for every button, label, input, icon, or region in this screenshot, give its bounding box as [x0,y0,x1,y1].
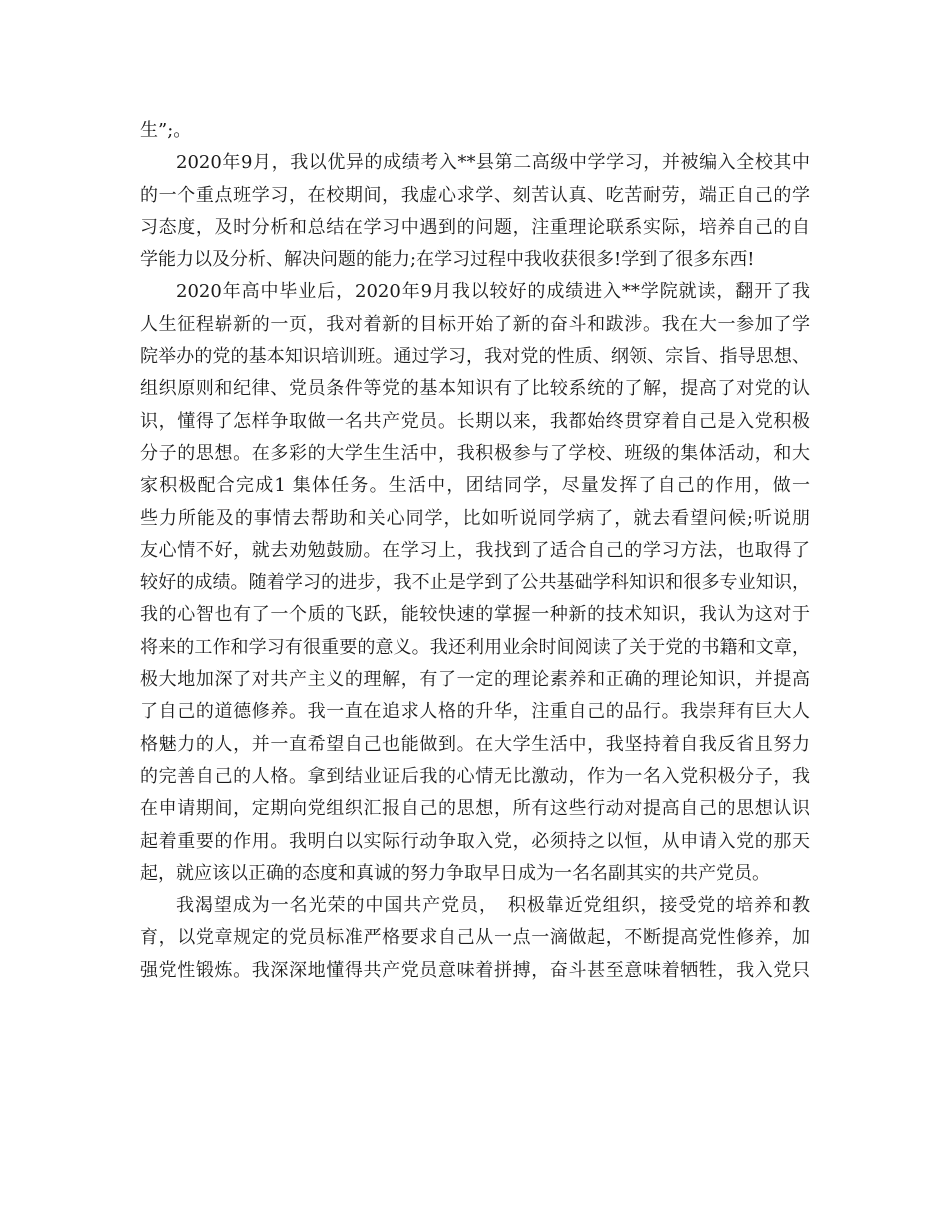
text-line: 些力所能及的事情去帮助和关心同学，比如听说同学病了，就去看望问候;听说朋 [140,507,810,529]
text-line: 友心情不好，就去劝勉鼓励。在学习上，我找到了适合自己的学习方法，也取得了 [140,539,810,561]
text-line: 在申请期间，定期向党组织汇报自己的思想，所有这些行动对提高自己的思想认识 [140,798,810,820]
text-line: 了自己的道德修养。我一直在追求人格的升华，注重自己的品行。我崇拜有巨大人 [140,701,810,723]
text-line: 起，就应该以正确的态度和真诚的努力争取早日成为一名名副其实的共产党员。 [140,862,770,884]
text-line: 院举办的党的基本知识培训班。通过学习，我对党的性质、纲领、宗旨、指导思想、 [140,346,810,368]
text-line: 强党性锻炼。我深深地懂得共产党员意味着拼搏，奋斗甚至意味着牺牲，我入党只 [140,959,810,981]
text-line: 学能力以及分析、解决问题的能力;在学习过程中我收获很多!学到了很多东西! [140,249,755,271]
text-line: 的一个重点班学习，在校期间，我虚心求学、刻苦认真、吃苦耐劳，端正自己的学 [140,184,810,206]
paragraph [140,890,810,987]
text-line: 将来的工作和学习有很重要的意义。我还利用业余时间阅读了关于党的书籍和文章， [140,636,810,658]
text-line: 2020年高中毕业后，2020年9月我以较好的成绩进入**学院就读，翻开了我 [176,281,810,303]
text-line: 分子的思想。在多彩的大学生生活中，我积极参与了学校、班级的集体活动，和大 [140,442,810,464]
text-line: 育，以党章规定的党员标准严格要求自己从一点一滴做起，不断提高党性修养，加 [140,927,810,949]
text-line: 识，懂得了怎样争取做一名共产党员。长期以来，我都始终贯穿着自己是入党积极 [140,410,810,432]
text-line: 生”;。 [140,120,192,141]
text-line: 2020年9月，我以优异的成绩考入**县第二高级中学学习，并被编入全校其中 [176,152,810,174]
paragraph [140,147,810,276]
text-line: 组织原则和纪律、党员条件等党的基本知识有了比较系统的了解，提高了对党的认 [140,378,810,400]
text-line: 人生征程崭新的一页，我对着新的目标开始了新的奋斗和跋涉。我在大一参加了学 [140,313,810,335]
paragraph [140,115,810,147]
paragraph [140,276,810,890]
text-line: 习态度，及时分析和总结在学习中遇到的问题，注重理论联系实际，培养自己的自 [140,216,810,238]
text-line: 较好的成绩。随着学习的进步，我不止是学到了公共基础学科知识和很多专业知识， [140,572,810,594]
document-body [140,115,810,987]
text-line: 的完善自己的人格。拿到结业证后我的心情无比激动，作为一名入党积极分子，我 [140,765,810,787]
text-line: 极大地加深了对共产主义的理解，有了一定的理论素养和正确的理论知识，并提高 [140,669,810,691]
text-line: 我的心智也有了一个质的飞跃，能较快速的掌握一种新的技术知识，我认为这对于 [140,604,810,626]
text-line: 家积极配合完成1 集体任务。生活中，团结同学，尽量发挥了自己的作用，做一 [140,475,810,497]
text-line: 起着重要的作用。我明白以实际行动争取入党，必须持之以恒，从申请入党的那天 [140,830,810,852]
text-line: 我渴望成为一名光荣的中国共产党员， 积极靠近党组织，接受党的培养和教 [176,895,810,917]
text-line: 格魅力的人，并一直希望自己也能做到。在大学生活中，我坚持着自我反省且努力 [140,733,810,755]
